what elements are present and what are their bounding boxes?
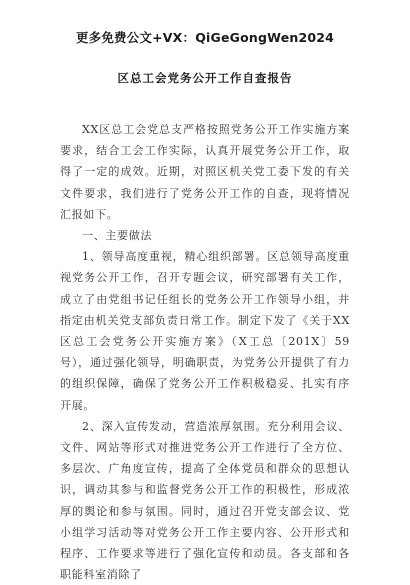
document-title: 区总工会党务公开工作自查报告 (117, 71, 293, 85)
header-note: 更多免费公文+VX：QiGeGongWen2024 (75, 30, 335, 45)
paragraph-1: 1、领导高度重视，精心组织部署。区总领导高度重视党务公开工作，召开专题会议，研究部署有关工作，成立了由党组书记任组长的党务公开工作领导小组，并指定由机关党支部负责日常工作。制定下发了《关于XX区总工会党务公开实施方案》（X工总〔201X〕59号），通过强化领导，明确职责，为党务公开提供了有力的组织保障，确保了党务公开工作积极稳妥、扎实有序开展。 (60, 250, 350, 412)
paragraph-intro: XX区总工会党总支严格按照党务公开工作实施方案要求，结合工会工作实际，认真开展党务公开工作，取得了一定的成效。近期，对照区机关党工委下发的有关文件要求，我们进行了党务公开工作的自查，现将情况汇报如下。 (60, 123, 350, 221)
document-body (60, 119, 350, 585)
paragraph-2: 2、深入宣传发动，营造浓厚氛围。充分利用会议、文件、网站等形式对推进党务公开工作进行了全方位、多层次、广角度宣传，提高了全体党员和群众的思想认识，调动其参与和监督党务公开工作的积极性，形成浓厚的舆论和参与氛围。同时，通过召开党支部会议、党小组学习活动等对党务公开工作主要内容、公开形式和程序、工作要求等进行了强化宣传和动员。各支部和各职能科室消除了 (60, 419, 350, 582)
section-heading: 一、主要做法 (82, 229, 153, 243)
